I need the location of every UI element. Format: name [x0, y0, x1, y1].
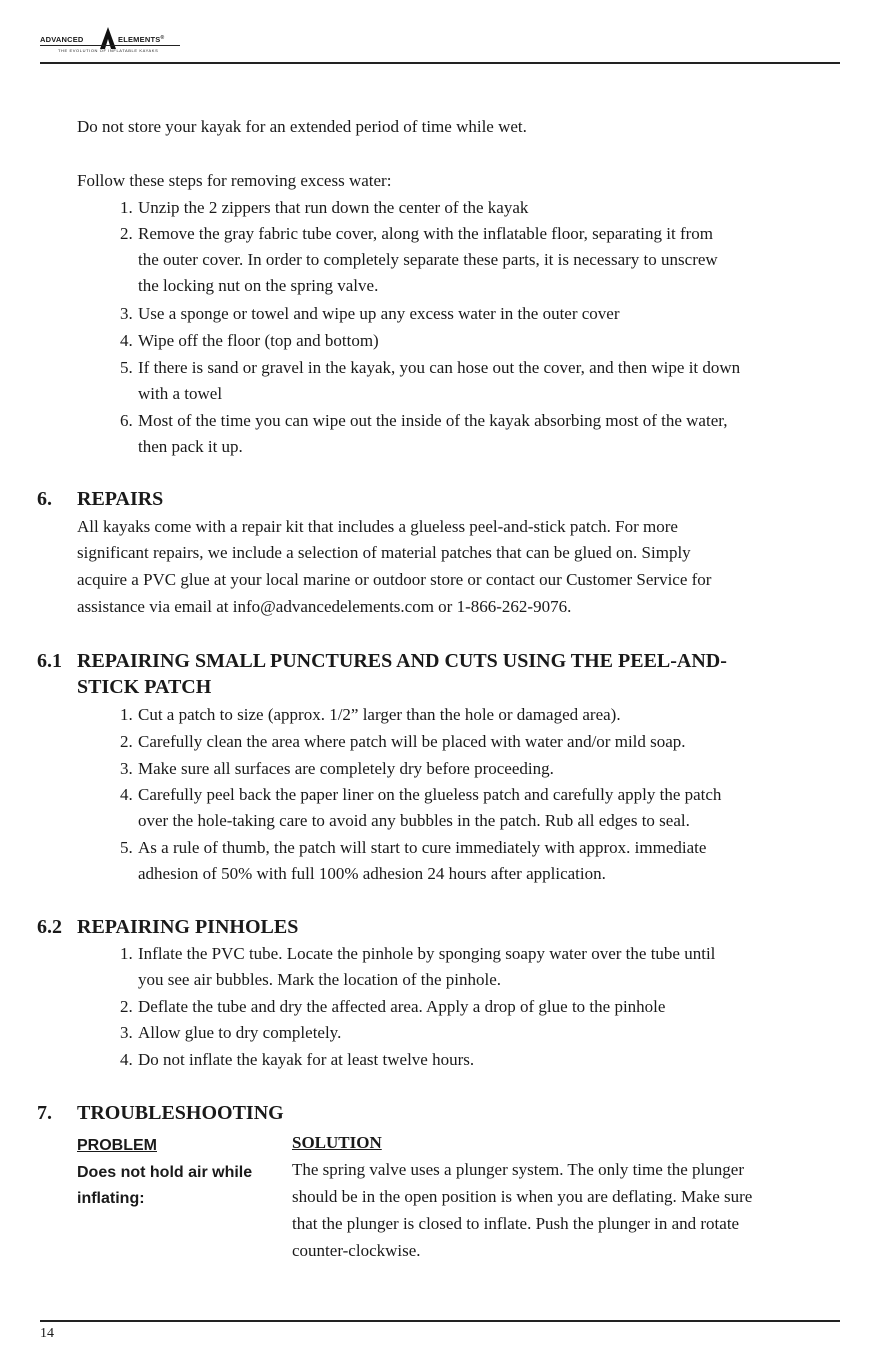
list-number: 5.	[120, 838, 133, 857]
footer-divider	[40, 1320, 840, 1322]
section-title: TROUBLESHOOTING	[77, 1102, 284, 1124]
list-number: 5.	[120, 358, 133, 377]
header-divider	[40, 62, 840, 64]
list-number: 3.	[120, 1023, 133, 1042]
repairs-line: assistance via email at info@advancedelements.com or 1-866-262-9076.	[77, 597, 572, 616]
section-number: 6.2	[37, 916, 62, 938]
repairs-line: All kayaks come with a repair kit that includes a glueless peel-and-stick patch. For more	[77, 517, 678, 536]
list-text: Cut a patch to size (approx. 1/2” larger than the hole or damaged area).	[138, 705, 621, 724]
list-number: 1.	[120, 705, 133, 724]
logo-word-left: ADVANCED	[40, 35, 84, 44]
logo-word-right: ELEMENTS®	[118, 35, 165, 44]
list-number: 2.	[120, 732, 133, 751]
list-text: with a towel	[138, 384, 223, 403]
solution-text: The spring valve uses a plunger system. The only time the plunger	[292, 1160, 744, 1179]
list-number: 2.	[120, 997, 133, 1016]
problem-text: inflating:	[77, 1190, 145, 1207]
list-text: over the hole-taking care to avoid any bubbles in the patch. Rub all edges to seal.	[138, 811, 690, 830]
list-text: Allow glue to dry completely.	[138, 1023, 342, 1042]
solution-text: that the plunger is closed to inflate. Push the plunger in and rotate	[292, 1214, 740, 1233]
section-number: 7.	[37, 1102, 52, 1124]
list-text: Inflate the PVC tube. Locate the pinhole by sponging soapy water over the tube until	[138, 944, 716, 963]
section-number: 6.	[37, 488, 52, 510]
section-title: REPAIRS	[77, 488, 164, 510]
list-number: 6.	[120, 411, 133, 430]
problem-text: Does not hold air while	[77, 1164, 253, 1181]
storage-warning: Do not store your kayak for an extended period of time while wet.	[77, 117, 527, 136]
list-text: Wipe off the floor (top and bottom)	[138, 331, 379, 350]
list-text: the outer cover. In order to completely separate these parts, it is necessary to unscrew	[138, 250, 718, 269]
list-text: Use a sponge or towel and wipe up any excess water in the outer cover	[138, 304, 620, 323]
list-number: 3.	[120, 304, 133, 323]
list-number: 4.	[120, 1050, 133, 1069]
list-text: As a rule of thumb, the patch will start to cure immediately with approx. immediate	[138, 838, 707, 857]
logo-tagline: THE EVOLUTION OF INFLATABLE KAYAKS	[58, 48, 159, 53]
advanced-elements-logo	[40, 26, 190, 58]
solution-text: counter-clockwise.	[292, 1241, 421, 1260]
list-text: Carefully peel back the paper liner on the glueless patch and carefully apply the patch	[138, 785, 722, 804]
list-text: If there is sand or gravel in the kayak, you can hose out the cover, and then wipe it down	[138, 358, 741, 377]
list-text: Remove the gray fabric tube cover, along with the inflatable floor, separating it from	[138, 224, 714, 243]
list-text: you see air bubbles. Mark the location of the pinhole.	[138, 970, 502, 989]
section-title: STICK PATCH	[77, 676, 212, 698]
list-text: Unzip the 2 zippers that run down the center of the kayak	[138, 198, 529, 217]
list-text: then pack it up.	[138, 437, 243, 456]
list-number: 2.	[120, 224, 133, 243]
logo-rule	[40, 45, 180, 46]
list-text: adhesion of 50% with full 100% adhesion 24 hours after application.	[138, 864, 606, 883]
solution-text: should be in the open position is when you are deflating. Make sure	[292, 1187, 753, 1206]
list-number: 1.	[120, 944, 133, 963]
list-number: 1.	[120, 198, 133, 217]
list-text: Make sure all surfaces are completely dry before proceeding.	[138, 759, 554, 778]
repairs-line: significant repairs, we include a selection of material patches that can be glued on. Simply	[77, 543, 691, 562]
page-number: 14	[40, 1326, 54, 1341]
repairs-line: acquire a PVC glue at your local marine or outdoor store or contact our Customer Service for	[77, 570, 712, 589]
list-text: Carefully clean the area where patch will be placed with water and/or mild soap.	[138, 732, 686, 751]
list-number: 4.	[120, 785, 133, 804]
section-number: 6.1	[37, 650, 62, 672]
list-text: Most of the time you can wipe out the inside of the kayak absorbing most of the water,	[138, 411, 728, 430]
list-number: 4.	[120, 331, 133, 350]
problem-header: PROBLEM	[77, 1137, 157, 1154]
steps-intro: Follow these steps for removing excess water:	[77, 171, 392, 190]
section-title: REPAIRING SMALL PUNCTURES AND CUTS USING THE PEEL-AND-	[77, 650, 727, 672]
section-title: REPAIRING PINHOLES	[77, 916, 299, 938]
brand-header	[40, 26, 190, 58]
list-text: Deflate the tube and dry the affected area. Apply a drop of glue to the pinhole	[138, 997, 666, 1016]
list-number: 3.	[120, 759, 133, 778]
list-text: the locking nut on the spring valve.	[138, 276, 379, 295]
list-text: Do not inflate the kayak for at least twelve hours.	[138, 1050, 475, 1069]
solution-header: SOLUTION	[292, 1133, 382, 1152]
